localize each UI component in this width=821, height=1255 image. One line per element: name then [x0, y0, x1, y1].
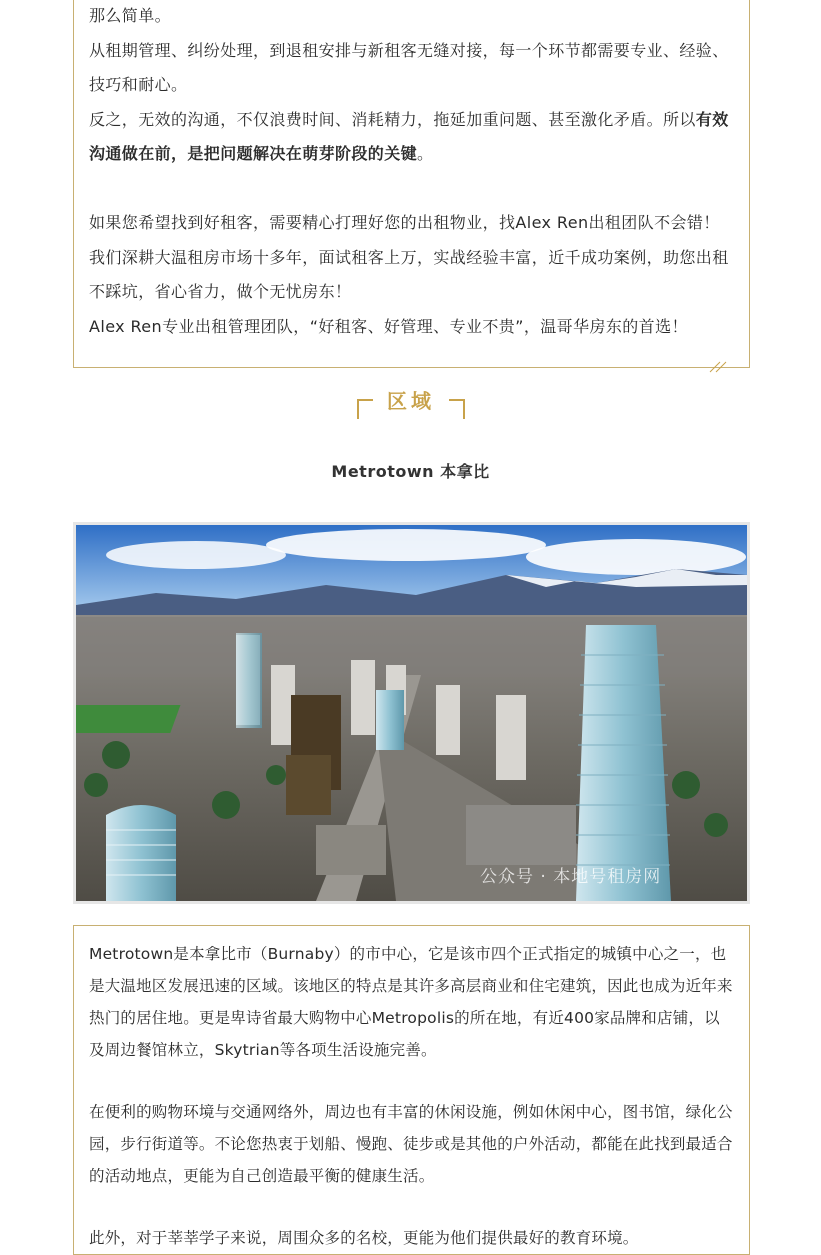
metrotown-text-box: [73, 925, 750, 1255]
paragraph: Metrotown是本拿比市（Burnaby）的市中心，它是该市四个正式指定的城镇中心之一，也是大温地区发展迅速的区域。该地区的特点是其许多高层商业和住宅建筑，因此也成为近年来热门的居住地。更是卑诗省最大购物中心Metropolis的所在地，有近400家品牌和店铺，以及周边餐馆林立，Skytrian等各项生活设施完善。: [89, 945, 733, 1059]
intro-text-box: [73, 0, 750, 368]
paragraph: 在便利的购物环境与交通网络外，周边也有丰富的休闲设施，例如休闲中心，图书馆，绿化公园，步行街道等。不论您热衷于划船、慢跑、徒步或是其他的户外活动，都能在此找到最适合的活动地点，更能为自己创造最平衡的健康生活。: [89, 1103, 733, 1185]
slash-decoration-icon: [709, 361, 729, 373]
metrotown-aerial-photo: [73, 522, 750, 904]
paragraph: 从租期管理、纠纷处理，到退租安排与新租客无缝对接，每一个环节都需要专业、经验、技巧和耐心。: [89, 40, 729, 94]
section-subtitle: Metrotown 本拿比: [331, 462, 490, 481]
photo-watermark: 公众号 · 本地号租房网: [480, 867, 662, 887]
paragraph-text: 反之，无效的沟通，不仅浪费时间、消耗精力，拖延加重问题、甚至激化矛盾。所以: [89, 109, 696, 129]
paragraph: 那么简单。: [89, 6, 172, 25]
paragraph: 如果您希望找到好租客，需要精心打理好您的出租物业，找Alex Ren出租团队不会错！我们深耕大温租房市场十多年，面试租客上万，实战经验丰富，近千成功案例，助您出租不踩坑，省心省力，做个无忧房东！: [89, 213, 729, 301]
paragraph: 此外，对于莘莘学子来说，周围众多的名校，更能为他们提供最好的教育环境。: [89, 1229, 639, 1247]
emphasis-text: 有效沟通做在前，是把问题解决在萌芽阶段的关键: [89, 109, 729, 163]
paragraph: [74, 103, 749, 172]
section-title: 区域: [387, 389, 435, 413]
paragraph-text: 。: [417, 144, 434, 163]
paragraph: Alex Ren专业出租管理团队，“好租客、好管理、专业不贵”，温哥华房东的首选！: [89, 316, 688, 336]
section-heading: [357, 381, 465, 419]
